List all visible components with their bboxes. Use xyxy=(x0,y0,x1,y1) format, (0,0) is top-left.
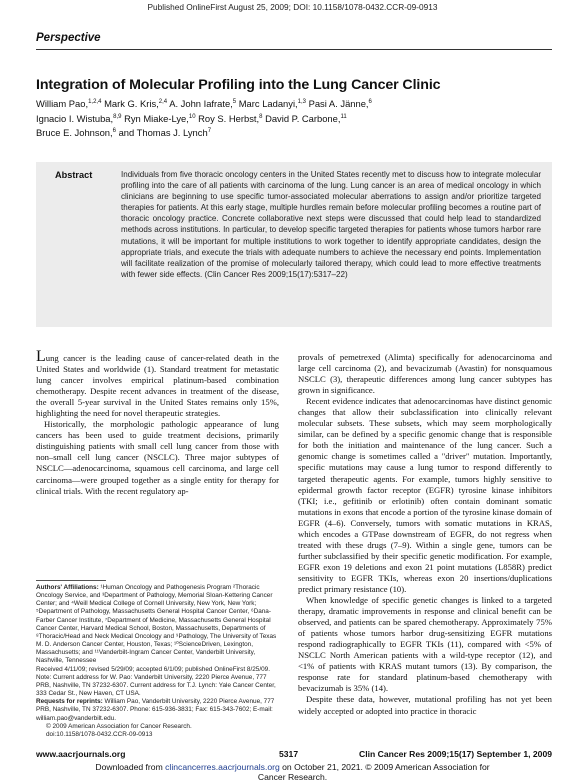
abstract-text: Individuals from five thoracic oncology centers in the United States recently met to discuss how to integrate molecular profiling into the care of all patients with carcinoma of the lung. Lung cancer is an area of medical oncology in which clinicians are beginning to use specific tumor-associated molecular aberrations to assign and/or prioritize targeted therapies for patients. At this early stage, multiple hurdles remain before molecular profiling becomes a routine part of thoracic oncology practice. Concrete collaborative next steps were discussed that could help lead to standardized methods across institutions. In particular, to develop specific targeted therapies for patients whose tumors harbor rare mutations, it will be important for multiple institutions to work together to identify appropriate candidates, design the appropriate trials, and execute the trials with adequate numbers to achieve the necessary end points. Implementation will facilitate realization of the promise of molecularly tailored therapy, which could lead to more effective treatments with fewer side effects. (Clin Cancer Res 2009;15(17):5317–22) xyxy=(121,170,541,279)
author: Bruce E. Johnson, xyxy=(36,127,113,139)
affiliations-heading: Authors' Affiliations: xyxy=(36,584,99,591)
body-paragraph: Recent evidence indicates that adenocarcinomas have distinct genomic changes that allow their subclassification into clinically relevant molecular subsets. These subsets, which may seem morphologically similar, can be defined by a specific genomic change that is responsible for both the initiation and maintenance of the lung cancer. Such a genomic change is sometimes called a "driver" mutation. Importantly, specific mutations may cause a lung tumor to respond differently to targeted therapeutic agents. For example, tumors highly sensitive to epidermal growth factor receptor (EGFR) tyrosine kinase inhibitors (TKI; i.e., gefitinib or erlotinib) often contain dominant somatic mutations in exons that encode a portion of the tyrosine kinase domain of EGFR (4–6). Conversely, tumors with somatic mutations in KRAS, which encodes a GTPase downstream of EGFR, do not regress when treated with these drugs (7–9). Within a single gene, tumors can be further subclassified by their specific genetic modification. For example, EGFR exon 19 deletions and exon 21 point mutations (L858R) predict sensitivity to EGFR TKIs, whereas exon 20 insertions/duplications predict primary resistance (10). xyxy=(298,396,552,594)
download-line2: Cancer Research. xyxy=(257,772,328,782)
journal-citation: Clin Cancer Res 2009;15(17) September 1, 2009 xyxy=(359,749,552,759)
body-paragraph: Despite these data, however, mutational profiling has not yet been widely accepted or adopted into practice in thoracic xyxy=(298,694,552,716)
author-affil-mark: 6 xyxy=(368,99,372,105)
download-notice xyxy=(0,762,585,782)
abstract-label: Abstract xyxy=(55,170,93,180)
author-affil-mark: 8,9 xyxy=(113,113,122,120)
page-number: 5317 xyxy=(279,749,299,759)
body-paragraph xyxy=(36,348,279,419)
article-title: Integration of Molecular Profiling into the Lung Cancer Clinic xyxy=(36,77,441,93)
section-label: Perspective xyxy=(36,32,101,44)
author: and Thomas J. Lynch xyxy=(118,127,208,139)
author: Marc Ladanyi, xyxy=(238,98,298,110)
author: Mark G. Kris, xyxy=(104,98,159,110)
author-affil-mark: 7 xyxy=(207,128,212,135)
author-affil-mark: 11 xyxy=(340,113,347,120)
affiliations-footnote xyxy=(36,584,279,739)
body-paragraph: provals of pemetrexed (Alimta) specifically for adenocarcinoma and large cell carcinoma (2), and bevacizumab (Avastin) for nonsquamous NSCLC (3), therapeutic differences among lung cancer subtypes has grown in significance. xyxy=(298,352,552,396)
reprints-heading: Requests for reprints: xyxy=(36,698,103,706)
body-paragraph: When knowledge of specific genetic changes is linked to a targeted therapy, dramatic improvements in response and clinical benefit can be observed, and patients can be spared chemotherapy. Approximately 75% of patients whose tumors harbor drug-sensitizing EGFR mutations respond radiographically to EGFR TKIs (11), compared with <5% of NSCLC North American patients with a wild-type receptor (12), and <1% of patients with KRAS mutant tumors (13). By comparison, the response rate for standard platinum-based chemotherapy with bevacizumab is 35% (14). xyxy=(298,595,552,694)
address-note: Note: Current address for W. Pao: Vanderbilt University, 2220 Pierce Avenue, 777 PRB, Nashville, TN 37232-6307. Current address for T.J. Lynch: Yale Cancer Center, 333 Cedar St., New Haven, CT USA. xyxy=(36,673,276,698)
journal-website[interactable]: www.aacrjournals.org xyxy=(36,749,126,759)
author-affil-mark: 2,4 xyxy=(158,99,168,105)
author: David P. Carbone, xyxy=(265,112,341,124)
author: Pasi A. Jänne, xyxy=(308,98,369,110)
author: William Pao, xyxy=(36,98,89,110)
copyright-line: © 2009 American Association for Cancer Research. xyxy=(46,722,192,730)
author: Ryn Miake-Lye, xyxy=(124,112,189,124)
author: Roy S. Herbst, xyxy=(198,112,260,124)
section-rule xyxy=(36,49,552,50)
doi-line: doi:10.1158/1078-0432.CCR-09-0913 xyxy=(46,730,153,738)
published-line: Published OnlineFirst August 25, 2009; DOI: 10.1158/1078-0432.CCR-09-0913 xyxy=(147,2,438,12)
received-dates: Received 4/11/09; revised 5/29/09; accepted 6/1/09; published OnlineFirst 8/25/09. xyxy=(36,665,271,673)
download-link[interactable]: clincancerres.aacrjournals.org xyxy=(165,762,280,772)
body-paragraph: Historically, the morphologic pathologic appearance of lung cancers has been used to guide treatment decisions, primarily distinguishing patients with small cell lung cancer from those with non–small cell lung cancer (NSCLC). Three major subtypes of NSCLC—adenocarcinoma, squamous cell carcinoma, and large cell carcinoma—were grouped together as a single entity for therapy for clinical trials. With the recent regulatory ap- xyxy=(36,419,279,496)
paragraph-text: ung cancer is the leading cause of cancer-related death in the United States and worldwide (1). Standard treatment for metastatic lung cancer involves empirical platinum-based combination chemotherapy. Despite recent advances in treatment of the disease, the overall 5-year survival in the United States remains only 15%, highlighting the need for novel therapeutic strategies. xyxy=(36,353,279,419)
download-suffix: on October 21, 2021. © 2009 American Association for xyxy=(279,762,490,772)
author-affil-mark: 6 xyxy=(112,128,116,135)
author-affil-mark: 10 xyxy=(188,113,196,120)
author-affil-mark: 8 xyxy=(259,113,263,120)
footnote-rule xyxy=(36,580,106,581)
author: Ignacio I. Wistuba, xyxy=(36,112,114,124)
author: A. John Iafrate, xyxy=(169,98,233,110)
author-list xyxy=(36,96,556,140)
body-right-column xyxy=(298,352,552,717)
body-left-column xyxy=(36,348,279,497)
reprints-text: William Pao, Vanderbilt University, 2220 Pierce Avenue, 777 PRB, Nashville, TN 37232-6307. Phone: 615-936-3831; Fax: 615-343-7602; E-mail: william.pao@vanderbilt.edu. xyxy=(36,698,275,722)
author-affil-mark: 1,2,4 xyxy=(88,99,102,105)
download-prefix: Downloaded from xyxy=(95,762,166,772)
author-affil-mark: 1,3 xyxy=(297,99,306,105)
affiliations-text: ¹Human Oncology and Pathogenesis Program ²Thoracic Oncology Service, and ³Department of Pathology, Memorial Sloan-Kettering Cancer Center; and ⁴Weill Medical College of Cornell University, New York, New York; ⁵Department of Pathology, Massachusetts General Hospital Cancer Center, ⁶Dana-Farber Cancer Institute, ⁷Department of Medicine, Massachusetts General Hospital Cancer Center, Harvard Medical School, Boston, Massachusetts, Departments of ⁸Thoracic/Head and Neck Medical Oncology and ⁹Pathology, The University of Texas M. D. Anderson Cancer Center, Houston, Texas; ¹⁰ScienceDriven, Lexington, Massachusetts; and ¹¹Vanderbilt-Ingram Cancer Center, Vanderbilt University, Nashville, Tennessee xyxy=(36,584,277,665)
drop-cap: L xyxy=(36,348,46,365)
author-affil-mark: 5 xyxy=(232,99,237,105)
